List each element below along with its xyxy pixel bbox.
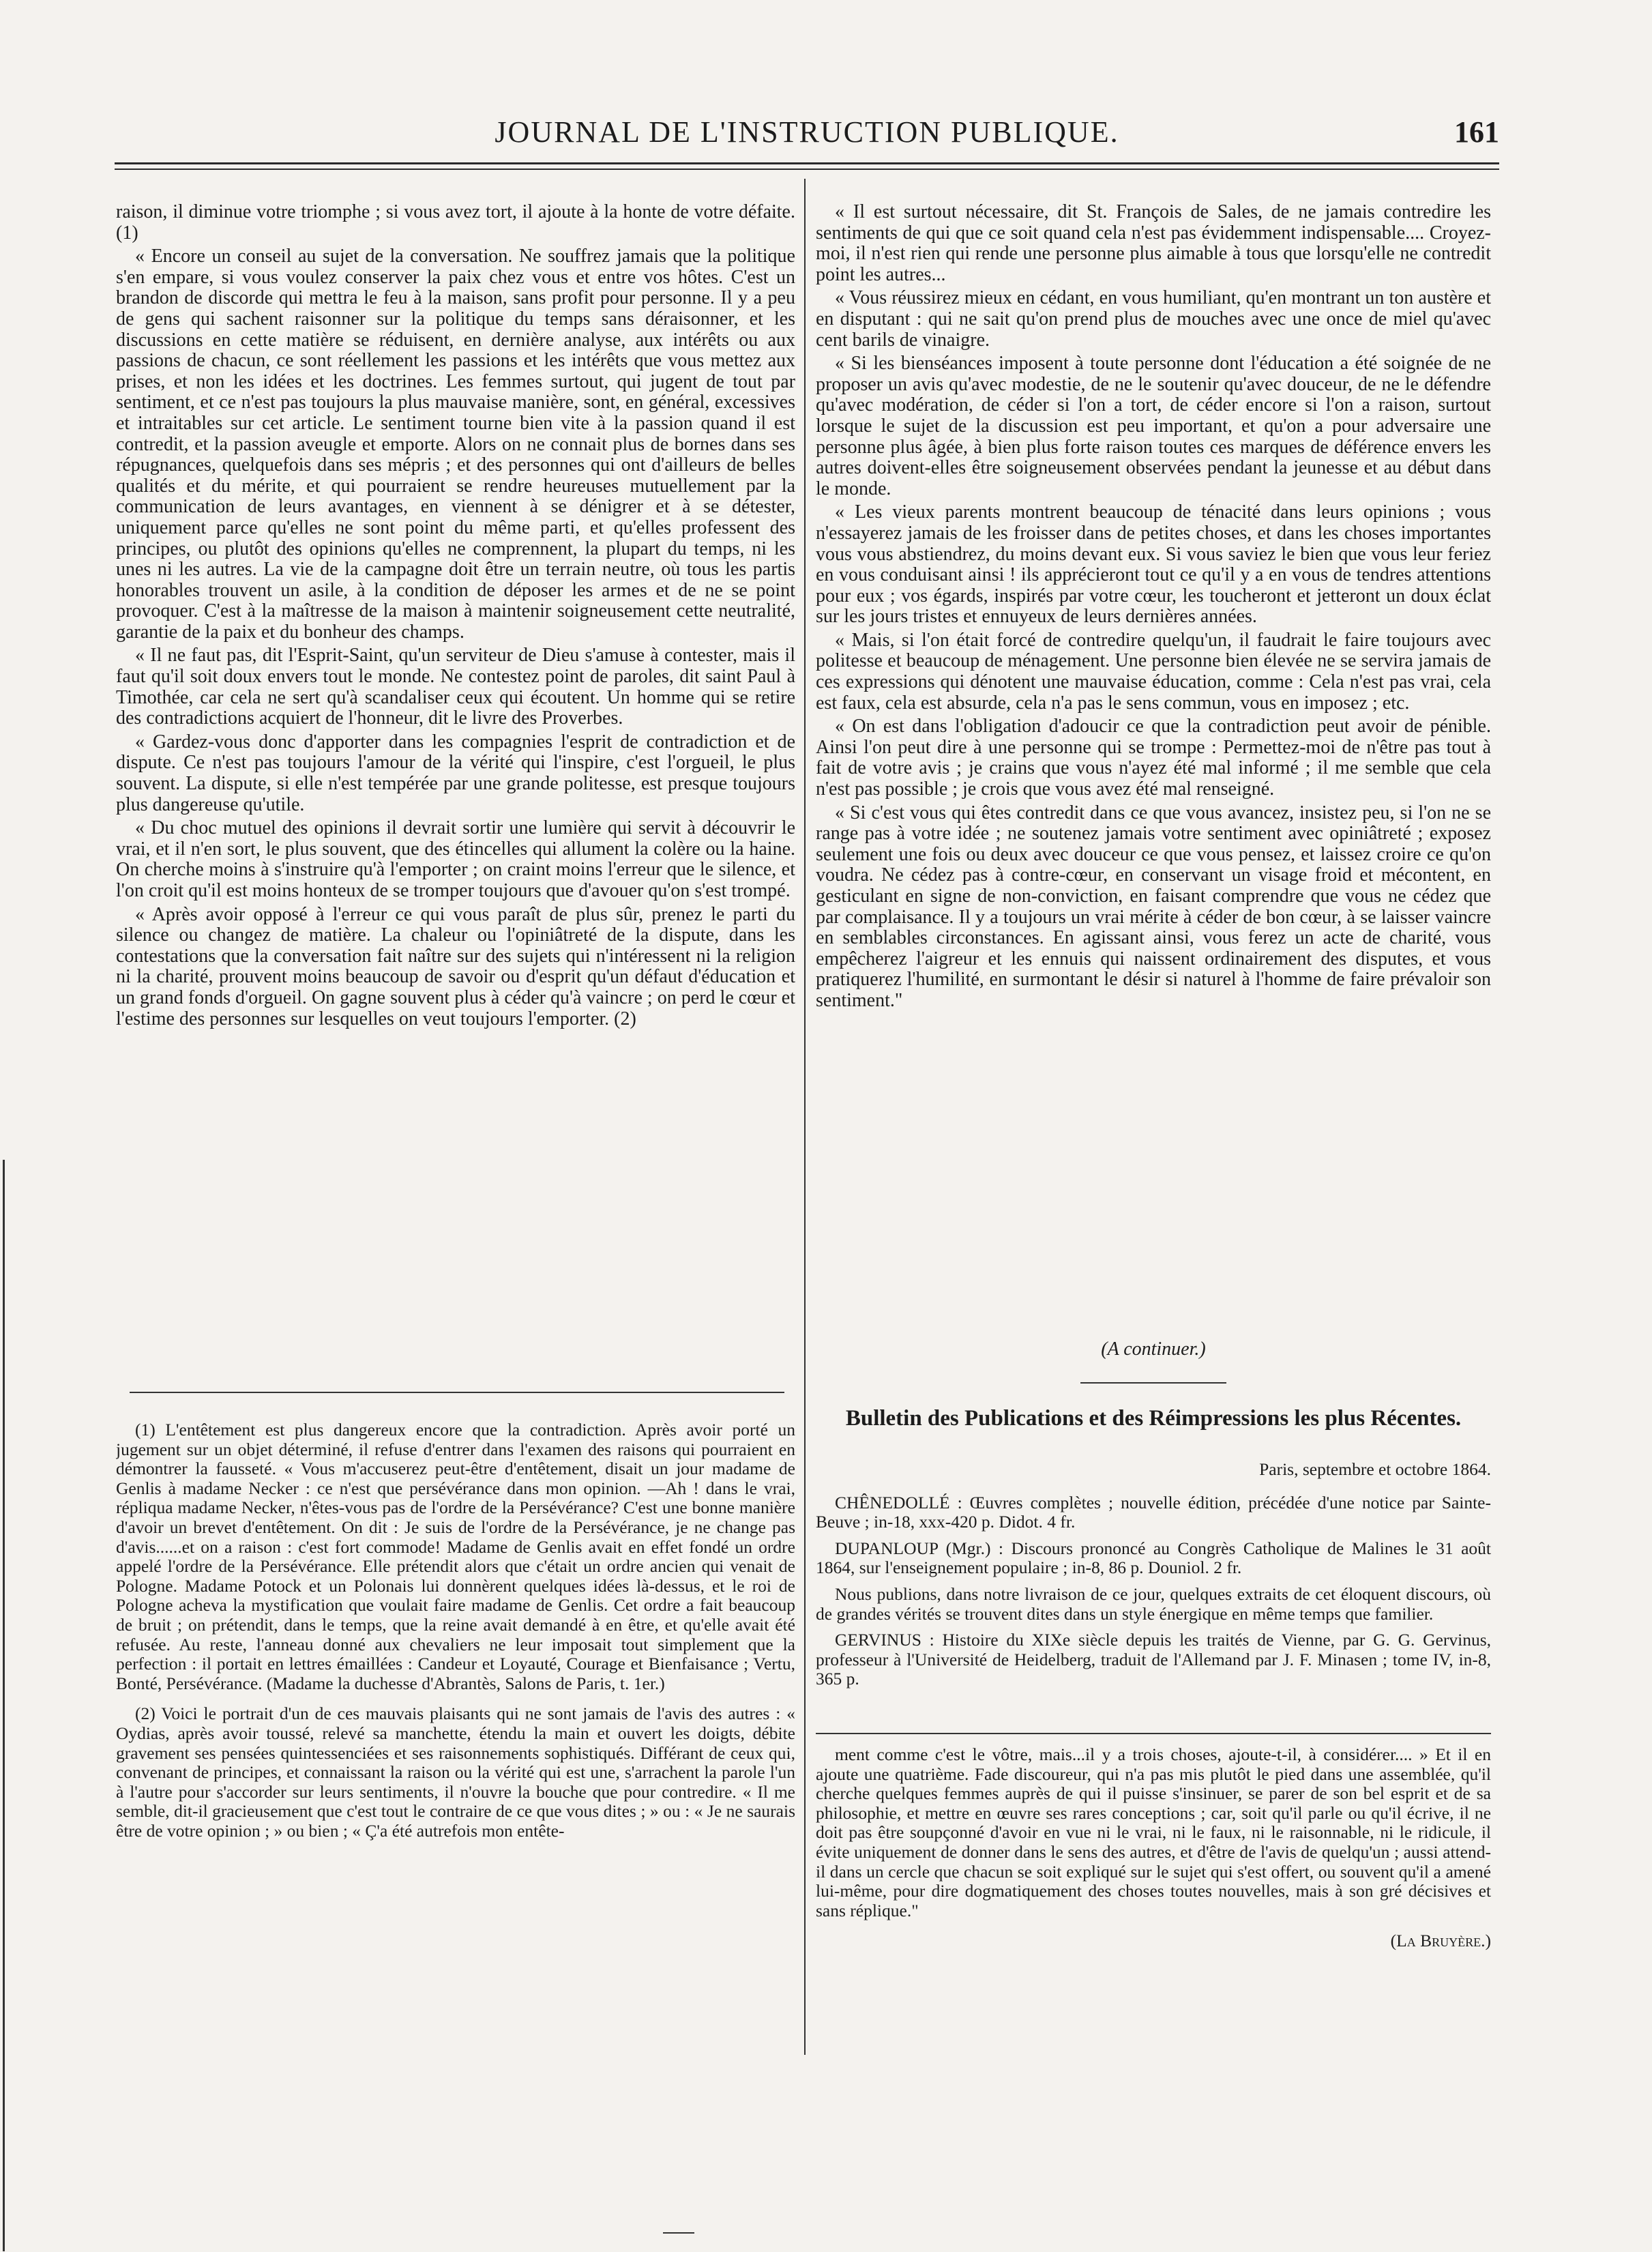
left-footnotes [116,1420,795,2062]
paragraph: « Les vieux parents montrent beaucoup de ténacité dans leurs opinions ; vous n'essayerez jamais de les froisser dans de petites choses, et dans les choses importantes vous vous abstiendrez, du moins devant eux. Si vous saviez le bien que vous leur feriez en vous conduisant ainsi ! ils apprécieront tout ce qu'il y a en vous de tendres attentions pour eux ; vos égards, inspirés par votre cœur, les toucheront et jetteront un doux éclat sur les jours tristes et ennuyeux de leurs dernières années. [816,501,1491,628]
paragraph: « Après avoir opposé à l'erreur ce qui vous paraît de plus sûr, prenez le parti du silence ou changez de matière. La chaleur ou l'opiniâtreté de la dispute, dans les contestations que la conversation fait naître sur des sujets qui n'intéressent ni la religion ni la charité, prouvent moins beaucoup de savoir ou d'esprit qu'un défaut d'éducation et un grand fonds d'orgueil. On gagne souvent plus à céder qu'à vaincre ; on perd le cœur et l'estime des personnes sur lesquelles on veut toujours l'emporter. (2) [116,903,795,1029]
page-header [115,115,1499,156]
page-edge-shadow [3,1160,5,2251]
bulletin-entry: DUPANLOUP (Mgr.) : Discours prononcé au Congrès Catholique de Malines le 31 août 1864, sur l'enseignement populaire ; in-8, 86 p. Douniol. 2 fr. [816,1538,1491,1578]
bulletin [816,1460,1491,1719]
paragraph: « Si c'est vous qui êtes contredit dans ce que vous avancez, insistez peu, si l'on ne se range pas à votre idée ; ne soutenez jamais votre sentiment avec opiniâtreté ; exposez seulement une fois ou deux avec douceur ce que vous pensez, et laissez croire ce qu'on voudra. Ne cédez pas à contre-cœur, en conservant un visage froid et mécontent, en gesticulant en signe de non-conviction, en faisant comprendre que vous ne cédez que par complaisance. Il y a toujours un vrai mérite à céder de bon cœur, à se laisser vaincre en semblables circonstances. En agissant ainsi, vous ferez un acte de charité, vous empêcherez l'aigreur et les ennuis qui naissent ordinairement des disputes, et vous pratiquerez l'humilité, en surmontant le désir si naturel à l'homme de faire prévaloir son sentiment." [816,802,1491,1011]
section-separator [1080,1382,1226,1384]
bulletin-date: Paris, septembre et octobre 1864. [1259,1460,1491,1479]
bulletin-title: Bulletin des Publications et des Réimpressions les plus Récentes. [845,1406,1462,1431]
paragraph: « Si les bienséances imposent à toute personne dont l'éducation a été soignée de ne proposer un avis qu'avec modestie, de ne le soutenir qu'avec douceur, de ne le défendre qu'avec modération, de céder si l'on a tort, de céder encore si l'on a raison, surtout lorsque le sujet de la discussion est peu important, et qu'on a pour adversaire une personne plus âgée, à bien plus forte raison toutes ces marques de déférence envers les autres doivent-elles être soigneusement observées pendant la jeunesse et au début dans le monde. [816,353,1491,499]
paragraph: « On est dans l'obligation d'adoucir ce que la contradiction peut avoir de pénible. Ainsi l'on peut dire à une personne qui se trompe : Permettez-moi de n'être pas tout à fait de votre avis ; je crains que vous n'ayez été mal informé ; il me semble que cela n'est pas possible ; je crois que vous avez été mal renseigné. [816,716,1491,800]
footnote: (1) L'entêtement est plus dangereux encore que la contradiction. Après avoir porté un jugement sur un objet déterminé, il refuse d'entrer dans l'examen des raisons qui pourraient en démontrer la fausseté. « Vous m'accuserez peut-être d'entêtement, disait un jour madame de Genlis à madame Necker : ce n'est que persévérance dans mon opinion. —Ah ! dans le vrai, répliqua madame Necker, n'êtes-vous pas de l'ordre de la Persévérance? C'est une bonne manière d'avoir un brevet d'entêtement. On dit : Je suis de l'ordre de la Persévérance, je ne change pas d'avis......et on a raison : c'est fort commode! Madame de Genlis avait en effet fondé un ordre appelé l'ordre de la Persévérance. Elle prétendit alors que c'était un ordre ancien qui venait de Pologne. Madame Potock et un Polonais lui donnèrent quelques idées là-dessus, et le roi de Pologne acheva la mystification que voulait faire madame de Genlis. Cet ordre a fait beaucoup de bruit ; on prétendit, dans le temps, que la reine avait demandé à en être, et qu'elle avait été refusée. Au reste, l'anneau donné aux chevaliers ne leur imposait tout simplement que la perfection : il portait en lettres émaillées : Candeur et Loyauté, Courage et Bienfaisance ; Vertu, Bonté, Persévérance. (Madame la duchesse d'Abrantès, Salons de Paris, t. 1er.) [116,1420,795,1693]
bottom-mark [663,2232,694,2234]
paragraph: « Il ne faut pas, dit l'Esprit-Saint, qu'un serviteur de Dieu s'amuse à contester, mais il faut qu'il soit doux envers tout le monde. Ne contestez point de paroles, dit saint Paul à Timothée, car cela ne sert qu'à scandaliser ceux qui écoutent. Un homme qui se retire des contradictions acquiert de l'honneur, dit le livre des Proverbes. [116,645,795,729]
page-number: 161 [1454,115,1499,149]
column-divider [804,179,806,2055]
paragraph: « Encore un conseil au sujet de la conversation. Ne souffrez jamais que la politique s'en empare, si vous voulez conserver la paix chez vous et entre vos hôtes. C'est un brandon de discorde qui mettra le feu à la maison, sans profit pour personne. Il y a peu de gens qui sachent raisonner sur la politique du temps sans déraisonner, et les discussions en cette matière se réduisent, en dernière analyse, aux intérêts ou aux passions de chacun, ce sont réellement les passions et les intérêts que vous mettez aux prises, et non les idées et les doctrines. Les femmes surtout, qui jugent de tout par sentiment, et ce n'est pas toujours la plus mauvaise manière, sont, en général, excessives et intraitables sur cet article. Le sentiment tourne bien vite à la passion quand il est contredit, et la passion aveugle et emporte. Alors on ne connait plus de bornes dans ses répugnances, quelquefois dans ses mépris ; et des personnes qui ont d'ailleurs de belles qualités et du mérite, et qui pourraient se rendre heureuses mutuellement par la communication de leurs avantages, en viennent à se dénigrer et à se détester, uniquement parce qu'elles ne sont point du même parti, et qu'elles professent des principes, ou plutôt des opinions qu'elles ne comprennent, la plupart du temps, ni les unes ni les autres. La vie de la campagne doit être un terrain neutre, où tous les partis honorables trouvent un asile, à la condition de déposer les armes et de ne se point provoquer. C'est à la maîtresse de la maison à maintenir soigneusement cette neutralité, garantie de la paix et du bonheur des champs. [116,246,795,643]
bulletin-entry: GERVINUS : Histoire du XIXe siècle depuis les traités de Vienne, par G. G. Gervinus, professeur à l'Université de Heidelberg, traduit de l'Allemand par J. F. Minasen ; tome IV, in-8, 365 p. [816,1630,1491,1689]
bulletin-entry: Nous publions, dans notre livraison de ce jour, quelques extraits de cet éloquent discours, où de grandes vérités se trouvent dites dans un style énergique en même temps que familier. [816,1583,1491,1624]
footnote-separator [130,1392,784,1393]
paragraph: « Du choc mutuel des opinions il devrait sortir une lumière qui servit à découvrir le vrai, et il n'en sort, le plus souvent, que des étincelles qui allument la colère ou la haine. On cherche moins à s'instruire qu'à l'emporter ; on craint moins l'erreur que le silence, et l'on croit qu'il est moins honteux de se tromper toujours que d'avouer qu'on s'est trompé. [116,817,795,901]
right-footnote [816,1745,1491,2045]
paragraph: « Vous réussirez mieux en cédant, en vous humiliant, qu'en montrant un ton austère et en disputant : qui ne sait qu'on prend plus de mouches avec une once de miel qu'avec cent barils de vinaigre. [816,287,1491,351]
header-rule-thin [115,169,1499,170]
continued-note: (A continuer.) [1101,1339,1206,1360]
signature-text: (La Bruyère.) [1390,1931,1491,1951]
footnote-continuation: ment comme c'est le vôtre, mais...il y a trois choses, ajoute-t-il, à considérer.... » Et il en ajoute une quatrième. Fade discoureur, qui n'a pas mis plutôt le pied dans une assemblée, qu'il cherche quelques femmes auprès de qui il puisse s'insinuer, se parer de son bel esprit et de sa philosophie, et mettre en œuvre ses rares conceptions ; car, soit qu'il parle ou qu'il écrive, il ne doit pas être soupçonné d'avoir en vue ni le vrai, ni le faux, ni le raisonnable, ni le ridicule, il évite uniquement de donner dans le sens des autres, et d'être de l'avis de quelqu'un ; aussi attend-il dans un cercle que chacun se soit expliqué sur le sujet qui s'est offert, ou souvent qu'il a amené lui-même, pour dire dogmatiquement des choses toutes nouvelles, mais à son gré décisives et sans réplique." [816,1745,1491,1920]
left-column [116,202,795,1382]
paragraph: « Gardez-vous donc d'apporter dans les compagnies l'esprit de contradiction et de dispute. Ce n'est pas toujours l'amour de la vérité qui l'inspire, c'est l'orgueil, le plus souvent. La dispute, si elle n'est tempérée par une grande politesse, est presque toujours plus dangereuse qu'utile. [116,731,795,815]
footnote-separator [816,1733,1491,1734]
journal-title: JOURNAL DE L'INSTRUCTION PUBLIQUE. [495,115,1119,149]
paragraph: raison, il diminue votre triomphe ; si vous avez tort, il ajoute à la honte de votre défaite. (1) [116,202,795,244]
paragraph: « Mais, si l'on était forcé de contredire quelqu'un, il faudrait le faire toujours avec politesse et beaucoup de ménagement. Une personne bien élevée ne se servira jamais de ces expressions qui dénotent une mauvaise éducation, comme : Cela n'est pas vrai, cela est faux, cela est absurde, cela n'a pas le sens commun, vous en imposez ; etc. [816,629,1491,714]
bulletin-entry: CHÊNEDOLLÉ : Œuvres complètes ; nouvelle édition, précédée d'une notice par Sainte-Beuve ; in-18, xxx-420 p. Didot. 4 fr. [816,1492,1491,1532]
paragraph: « Il est surtout nécessaire, dit St. François de Sales, de ne jamais contredire les sentiments de qui que ce soit quand cela n'est pas évidemment indispensable.... Croyez-moi, il n'est rien qui rende une personne plus aimable à tous que lorsqu'elle ne contredit point les autres... [816,202,1491,285]
footnote: (2) Voici le portrait d'un de ces mauvais plaisants qui ne sont jamais de l'avis des autres : « Oydias, après avoir toussé, relevé sa manchette, étendu la main et ouvert les doigts, débite gravement ses pensées quintessenciées et ses raisonnements sophistiqués. Différant de ceux qui, convenant de principes, et connaissant la raison ou la vérité qui est une, s'arrachent la parole l'un à l'autre pour s'accorder sur leurs sentiments, il n'ouvre la bouche que pour contredire. « Il me semble, dit-il gracieusement que c'est tout le contraire de ce que vous dites ; » ou : « Je ne saurais être de votre opinion ; » ou bien ; « Ç'a été autrefois mon entête- [116,1703,795,1841]
header-rule [115,162,1499,164]
signature [816,1931,1491,1951]
right-column [816,202,1491,1334]
